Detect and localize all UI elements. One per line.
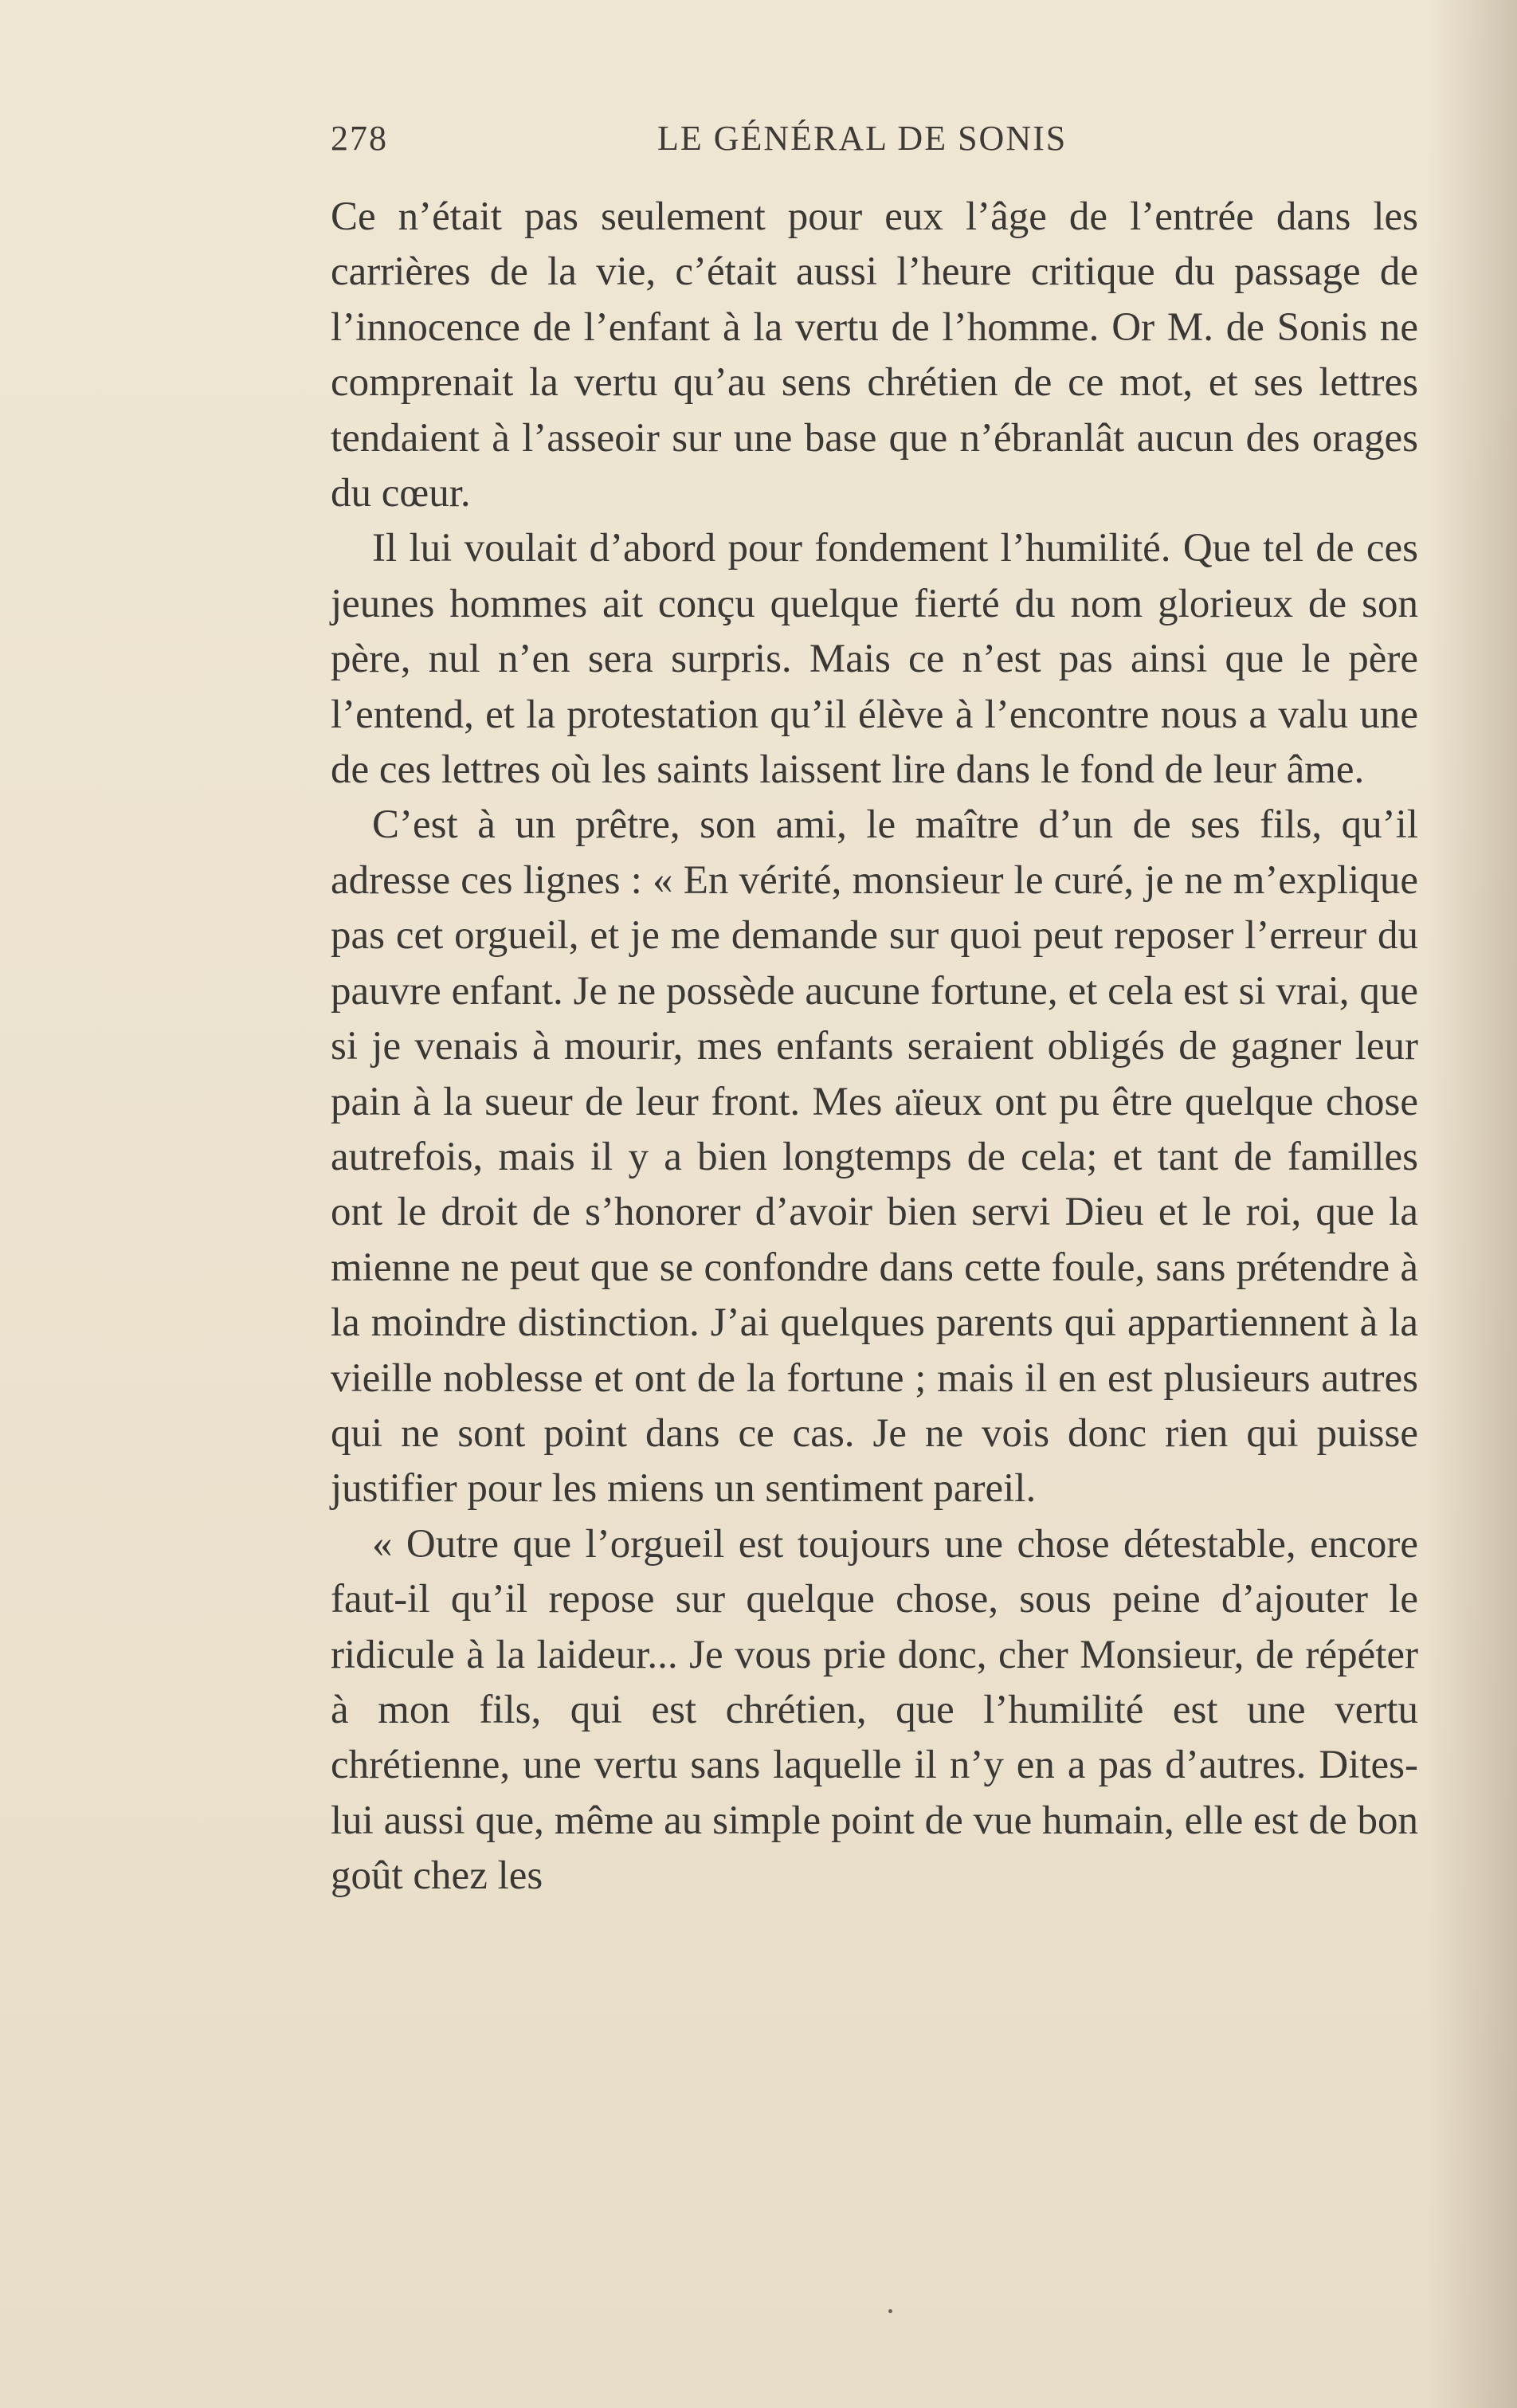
body-text	[331, 190, 1418, 1904]
paragraph-2: Il lui voulait d’abord pour fondement l’humilité. Que tel de ces jeunes hommes ait conçu quelque fierté du nom glorieux de son père, nul n’en sera surpris. Mais ce n’est pas ainsi que le père l’entend, et la protestation qu’il élève à l’encontre nous a valu une de ces lettres où les saints laissent lire dans le fond de leur âme.	[331, 526, 1418, 793]
paragraph-4: « Outre que l’orgueil est toujours une chose détestable, encore faut-il qu’il repose sur quelque chose, sous peine d’ajouter le ridicule à la laideur... Je vous prie donc, cher Monsieur, de répéter à mon fils, qui est chrétien, que l’humilité est une vertu chrétienne, une vertu sans laquelle il n’y en a pas d’autres. Dites-lui aussi que, même au simple point de vue humain, elle est de bon goût chez les	[331, 1521, 1418, 1899]
paper-speck	[888, 2309, 892, 2313]
page-header	[331, 118, 1080, 174]
running-title: LE GÉNÉRAL DE SONIS	[657, 119, 1068, 158]
paragraph-3: C’est à un prêtre, son ami, le maître d’un de ses fils, qu’il adresse ces lignes : « En vérité, monsieur le curé, je ne m’explique pas cet orgueil, et je me demande sur quoi peut reposer l’erreur du pauvre enfant. Je ne possède aucune fortune, et cela est si vrai, que si je venais à mourir, mes enfants seraient obligés de gagner leur pain à la sueur de leur front. Mes aïeux ont pu être quelque chose autrefois, mais il y a bien longtemps de cela; et tant de familles ont le droit de s’honorer d’avoir bien servi Dieu et le roi, que la mienne ne peut que se confondre dans cette foule, sans prétendre à la moindre distinction. J’ai quelques parents qui appartiennent à la vieille noblesse et ont de la fortune ; mais il en est plusieurs autres qui ne sont point dans ce cas. Je ne vois donc rien qui puisse justifier pour les miens un sentiment pareil.	[331, 802, 1418, 1512]
page-number: 278	[331, 119, 388, 158]
paragraph-1: Ce n’était pas seulement pour eux l’âge de l’entrée dans les carrières de la vie, c’était aussi l’heure critique du passage de l’innocence de l’enfant à la vertu de l’homme. Or M. de Sonis ne comprenait la vertu qu’au sens chrétien de ce mot, et ses lettres tendaient à l’asseoir sur une base que n’ébranlât aucun des orages du cœur.	[331, 194, 1418, 516]
